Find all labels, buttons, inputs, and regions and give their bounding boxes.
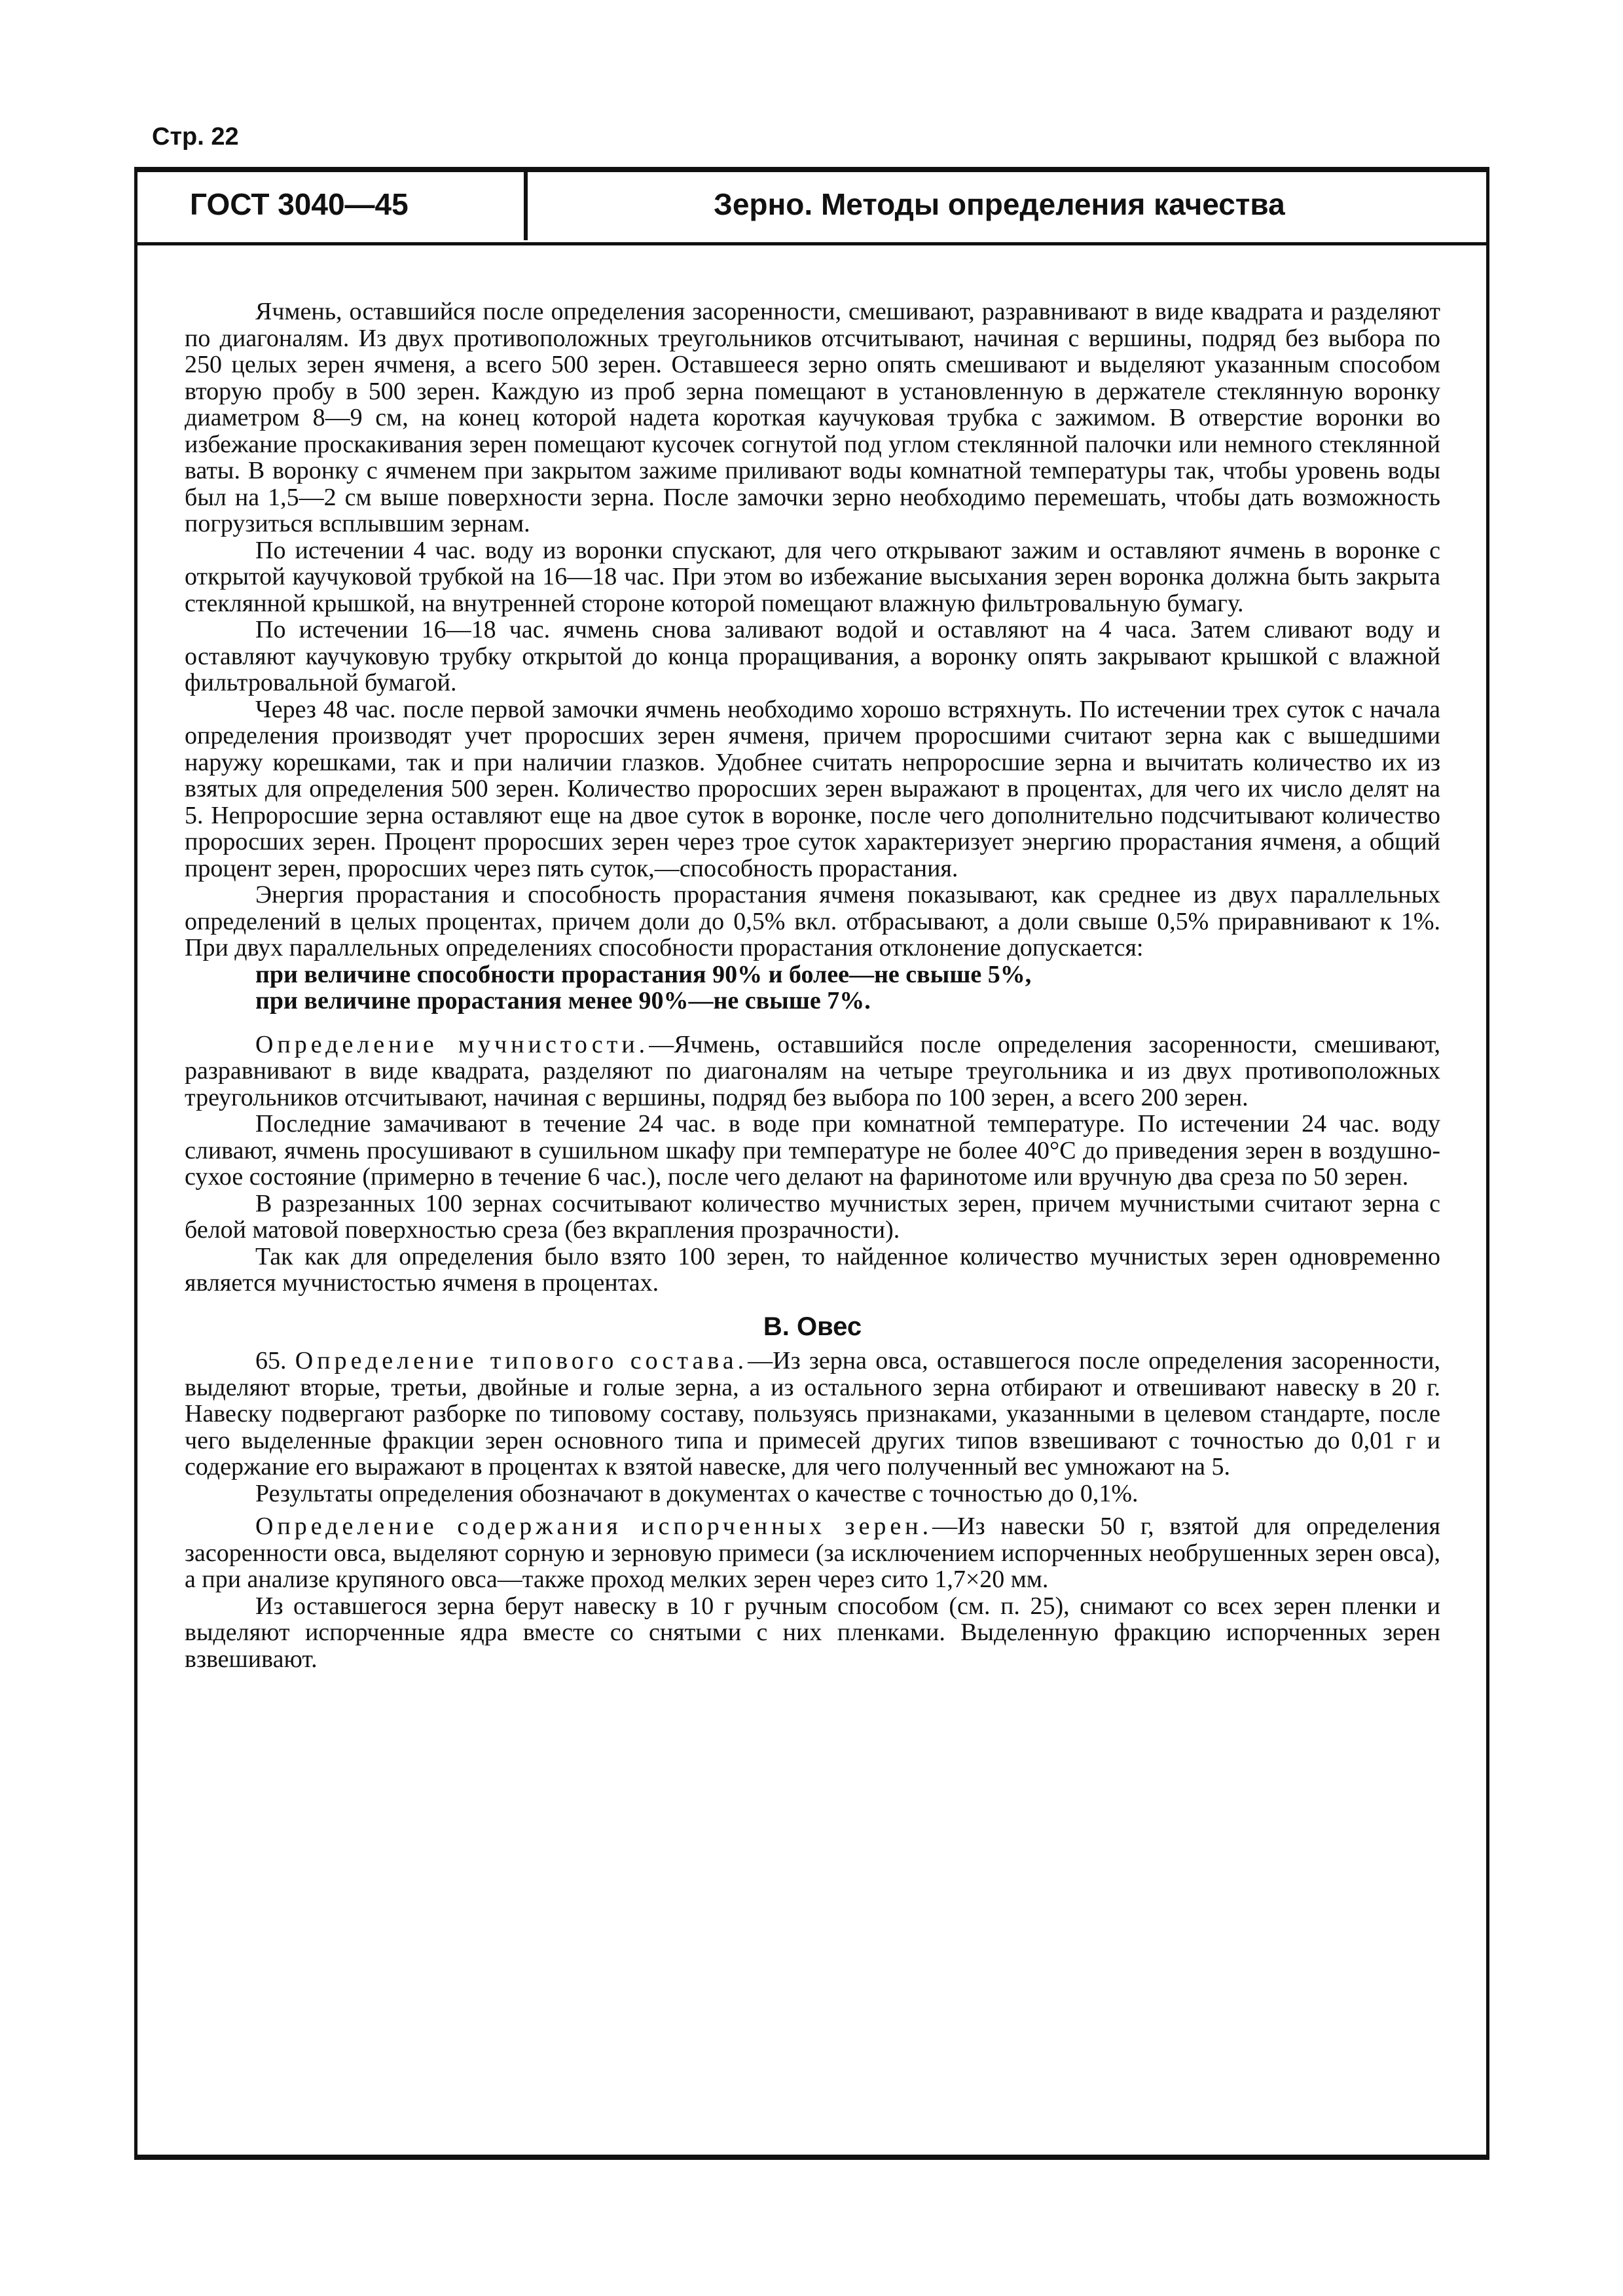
list-item-text: при величине способности прорастания 90% и более—не свыше 5%, [255,960,1032,988]
paragraph-mealiness [185,1031,1440,1111]
subheading: Определение содержания испорченных зерен. [255,1513,933,1540]
list-item [185,961,1440,988]
paragraph: Из оставшегося зерна берут навеску в 10 г ручным способом (см. п. 25), снимают со всех зерен пленки и выделяют испорченные ядра вместе со снятыми с них пленками. Выделенную фракцию испорченных зерен взвешивают. [185,1592,1440,1673]
paragraph-spoiled-grains [185,1513,1440,1593]
list-item [185,988,1440,1014]
paragraph-text: —Из навески 50 г, взятой для определения засоренности овса, выделяют сорную и зерновую примеси (за исключением испорченных необрушенных зерен овса), а при анализе крупяного овса—также проход мелких зерен через сито 1,7×20 мм. [185,1513,1440,1593]
header-separator [524,171,528,240]
page-bottom-rule [134,2155,1489,2160]
subheading: Определение типового состава. [295,1347,748,1374]
page-number: Стр. 22 [152,123,239,151]
paragraph: Результаты определения обозначают в документах о качестве с точностью до 0,1%. [255,1479,1139,1507]
paragraph: В разрезанных 100 зернах сосчитывают количество мучнистых зерен, причем мучнистыми считают зерна с белой матовой поверхностью среза (без вкрапления прозрачности). [185,1189,1440,1244]
clause-number: 65. [255,1347,287,1374]
document-title: Зерно. Методы определения качества [714,187,1285,221]
subheading: Определение мучнистости. [255,1030,649,1058]
body-text [185,298,1440,1672]
list-item-text: при величине прорастания менее 90%—не свыше 7%. [255,987,871,1014]
paragraph: Энергия прорастания и способность прорастания ячменя показывают, как среднее из двух параллельных определений в целых процентах, причем доли до 0,5% вкл. отбрасывают, а доли свыше 0,5% приравнивают к 1%. При двух параллельных определениях способности прорастания отклонение допускается: [185,881,1440,961]
paragraph: Через 48 час. после первой замочки ячмень необходимо хорошо встряхнуть. По истечении трех суток с начала определения производят учет проросших зерен ячменя, причем проросшими считают зерна как с вышедшими наружу корешками, так и при наличии глазков. Удобнее считать непроросшие зерна и вычитать количество их из взятых для определения 500 зерен. Количество проросших зерен выражают в процентах, для чего их число делят на 5. Непроросшие зерна оставляют еще на двое суток в воронке, после чего дополнительно подсчитывают количество проросших зерен. Процент проросших зерен через трое суток характеризует энергию прорастания ячменя, а общий процент зерен, проросших через пять суток,—способность прорастания. [185,695,1440,882]
header-bottom-rule [134,242,1489,245]
paragraph-text: —Ячмень, оставшийся после определения засоренности, смешивают, разравнивают в виде квадрата, разделяют по диагоналям на четыре треугольника и из двух противоположных треугольников отсчитывают, начиная с вершины, подряд без выбора по 100 зерен, а всего 200 зерен. [185,1030,1440,1111]
header-top-rule [134,167,1489,172]
paragraph: Последние замачивают в течение 24 час. в воде при комнатной температуре. По истечении 24 час. воду сливают, ячмень просушивают в сушильном шкафу при температуре не более 40°С до приведения зерен в воздушно-сухое состояние (примерно в течение 6 час.), после чего делают на фаринотоме или вручную два среза по 50 зерен. [185,1110,1440,1191]
section-heading: В. Овес [763,1312,862,1341]
paragraph: По истечении 16—18 час. ячмень снова заливают водой и оставляют на 4 часа. Затем сливают воду и оставляют каучуковую трубку открытой до конца проращивания, а воронку опять закрывают крышкой с влажной фильтровальной бумагой. [185,616,1440,696]
paragraph: Ячмень, оставшийся после определения засоренности, смешивают, разравнивают в виде квадрата и разделяют по диагоналям. Из двух противоположных треугольников отсчитывают, начиная с вершины, подряд без выбора по 250 целых зерен ячменя, а всего 500 зерен. Оставшееся зерно опять смешивают и выделяют указанным способом вторую пробу в 500 зерен. Каждую из проб зерна помещают в установленную в держателе стеклянную воронку диаметром 8—9 см, на конец которой надета короткая каучуковая трубка с зажимом. В отверстие воронки во избежание проскакивания зерен помещают кусочек согнутой под углом стеклянной палочки или немного стеклянной ваты. В воронку с ячменем при закрытом зажиме приливают воды комнатной температуры так, чтобы уровень воды был на 1,5—2 см выше поверхности зерна. После замочки зерно необходимо перемешать, чтобы дать возможность погрузиться всплывшим зернам. [185,298,1440,537]
paragraph: По истечении 4 час. воду из воронки спускают, для чего открывают зажим и оставляют ячмень в воронке с открытой каучуковой трубкой на 16—18 час. При этом во избежание высыхания зерен воронка должна быть закрыта стеклянной крышкой, на внутренней стороне которой помещают влажную фильтровальную бумагу. [185,536,1440,617]
paragraph-type-composition [185,1348,1440,1480]
standard-number: ГОСТ 3040—45 [190,187,409,221]
paragraph: Так как для определения было взято 100 зерен, то найденное количество мучнистых зерен одновременно является мучнистостью ячменя в процентах. [185,1242,1440,1297]
paragraph-text: —Из зерна овса, оставшегося после определения засоренности, выделяют вторые, третьи, двойные и голые зерна, а из остального зерна отбирают и отвешивают навеску в 20 г. Навеску подвергают разборке по типовому составу, пользуясь признаками, указанными в целевом стандарте, после чего выделенные фракции зерен основного типа и примесей других типов взвешивают с точностью до 0,01 г и содержание его выражают в процентах к взятой навеске, для чего полученный вес умножают на 5. [185,1347,1440,1480]
